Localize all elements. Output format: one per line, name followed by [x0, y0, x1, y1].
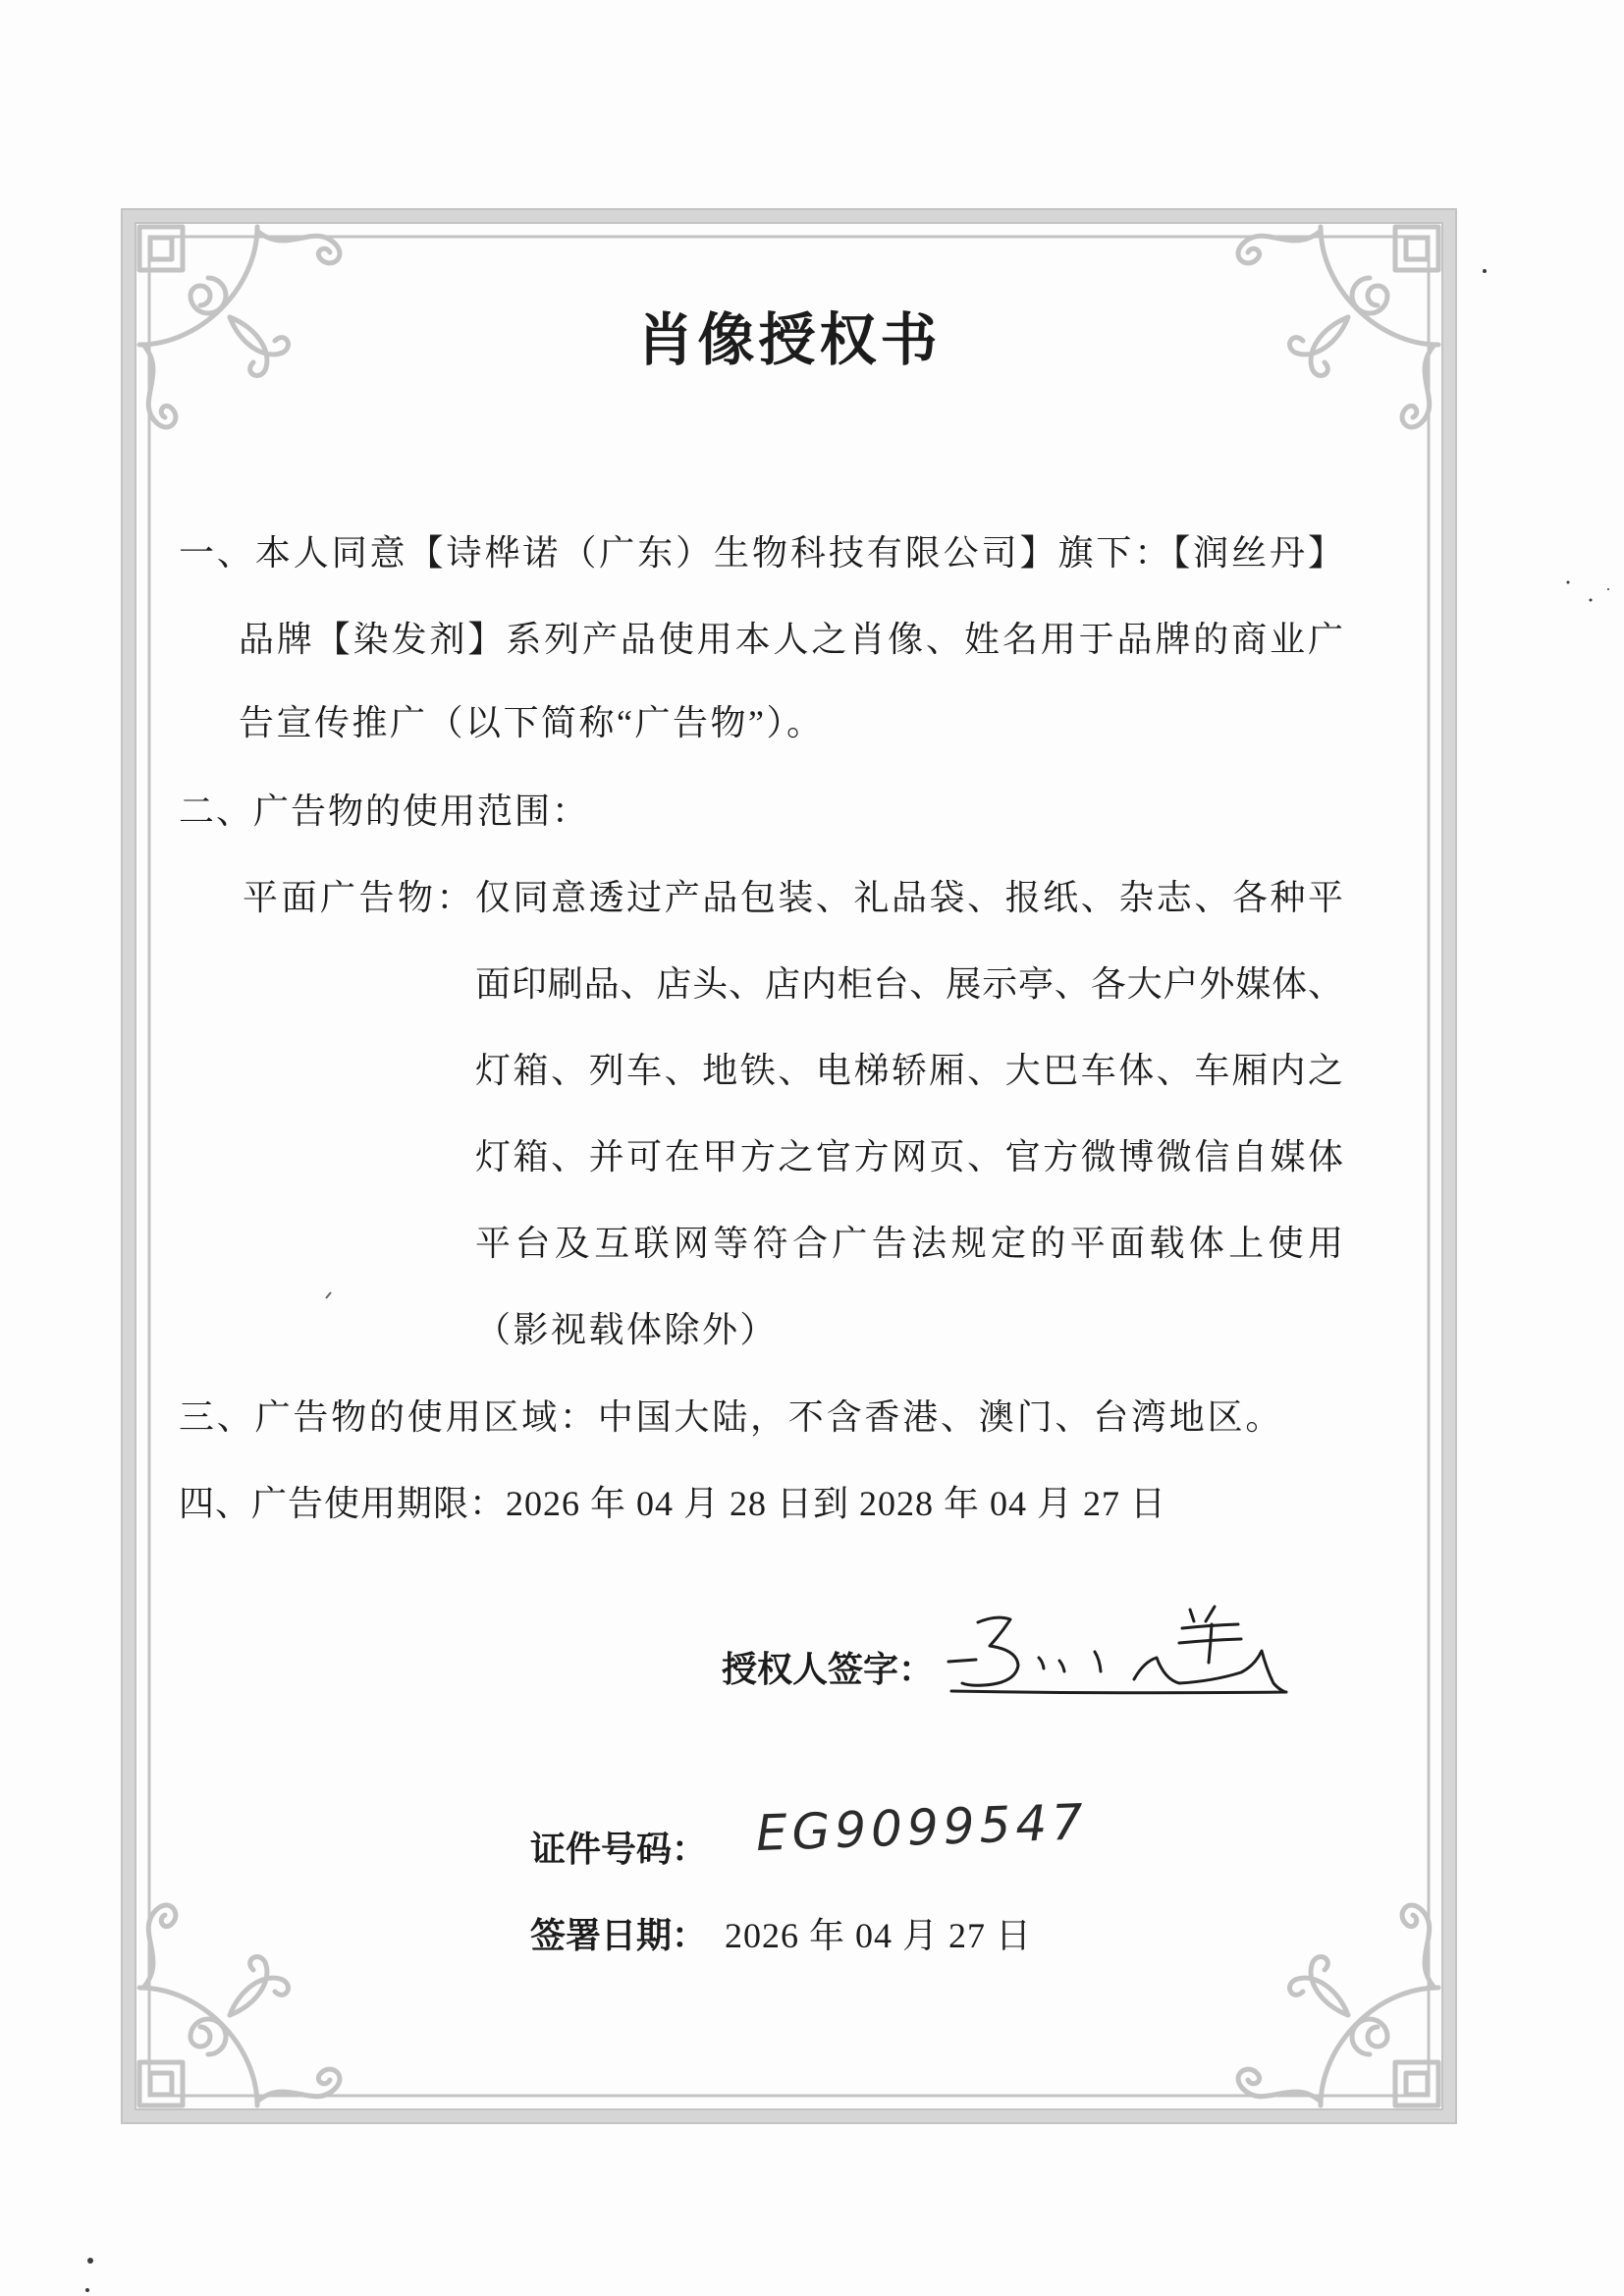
print-ads-line-6: （影视载体除外）	[475, 1310, 779, 1349]
signing-date-label: 签署日期：	[530, 1915, 708, 1955]
handwritten-signature	[943, 1601, 1306, 1709]
print-ads-line-5: 平台及互联网等符合广告法规定的平面载体上使用	[475, 1224, 1343, 1263]
scan-speck	[87, 2258, 93, 2264]
signature-stroke	[948, 1660, 976, 1662]
print-ads-line-3: 灯箱、列车、地铁、电梯轿厢、大巴车体、车厢内之	[475, 1051, 1343, 1090]
corner-ornament-bottom-left	[139, 1905, 340, 2105]
print-ads-line-4: 灯箱、并可在甲方之官方网页、官方微博微信自媒体	[475, 1137, 1343, 1176]
print-ads-label: 平面广告物：	[243, 878, 476, 917]
signature-stroke	[962, 1617, 1018, 1685]
signature-underline	[951, 1691, 1286, 1693]
clause-1-line-1: 一、本人同意【诗桦诺（广东）生物科技有限公司】旗下：【润丝丹】	[179, 533, 1343, 573]
corner-ornament-bottom-right	[1238, 1905, 1438, 2105]
scan-speck	[1607, 588, 1609, 590]
scan-speck	[326, 1292, 331, 1298]
clause-4-usage-period: 四、广告使用期限：2026 年 04 月 28 日到 2028 年 04 月 27 日	[179, 1484, 1167, 1523]
print-ads-line-2: 面印刷品、店头、店内柜台、展示亭、各大户外媒体、	[475, 964, 1343, 1004]
id-number-label: 证件号码：	[530, 1829, 708, 1869]
document-title: 肖像授权书	[636, 308, 942, 372]
scan-speck	[1567, 581, 1570, 584]
scan-speck	[1590, 599, 1593, 602]
print-ads-line-1: 仅同意透过产品包装、礼品袋、报纸、杂志、各种平	[475, 878, 1343, 917]
signature-stroke	[1095, 1652, 1101, 1671]
signing-date-row	[530, 1916, 1032, 1955]
signing-date-value: 2026 年 04 月 27 日	[725, 1916, 1033, 1955]
scan-speck	[85, 2288, 89, 2292]
signer-label: 授权人签字：	[722, 1649, 935, 1689]
clause-1-line-2: 品牌【染发剂】系列产品使用本人之肖像、姓名用于品牌的商业广	[239, 620, 1343, 659]
signature-stroke	[1206, 1607, 1215, 1621]
clause-2-heading: 二、广告物的使用范围：	[179, 792, 590, 831]
clause-1-line-3: 告宣传推广（以下简称“广告物”）。	[239, 703, 825, 742]
signature-stroke	[1209, 1624, 1212, 1663]
scan-speck	[1483, 269, 1487, 273]
signature-stroke	[1059, 1661, 1064, 1671]
clause-3-usage-region: 三、广告物的使用区域：中国大陆，不含香港、澳门、台湾地区。	[179, 1397, 1284, 1437]
signature-stroke	[1190, 1610, 1194, 1621]
handwritten-id-number: EG9099547	[754, 1793, 1089, 1862]
signature-stroke	[1039, 1658, 1044, 1668]
